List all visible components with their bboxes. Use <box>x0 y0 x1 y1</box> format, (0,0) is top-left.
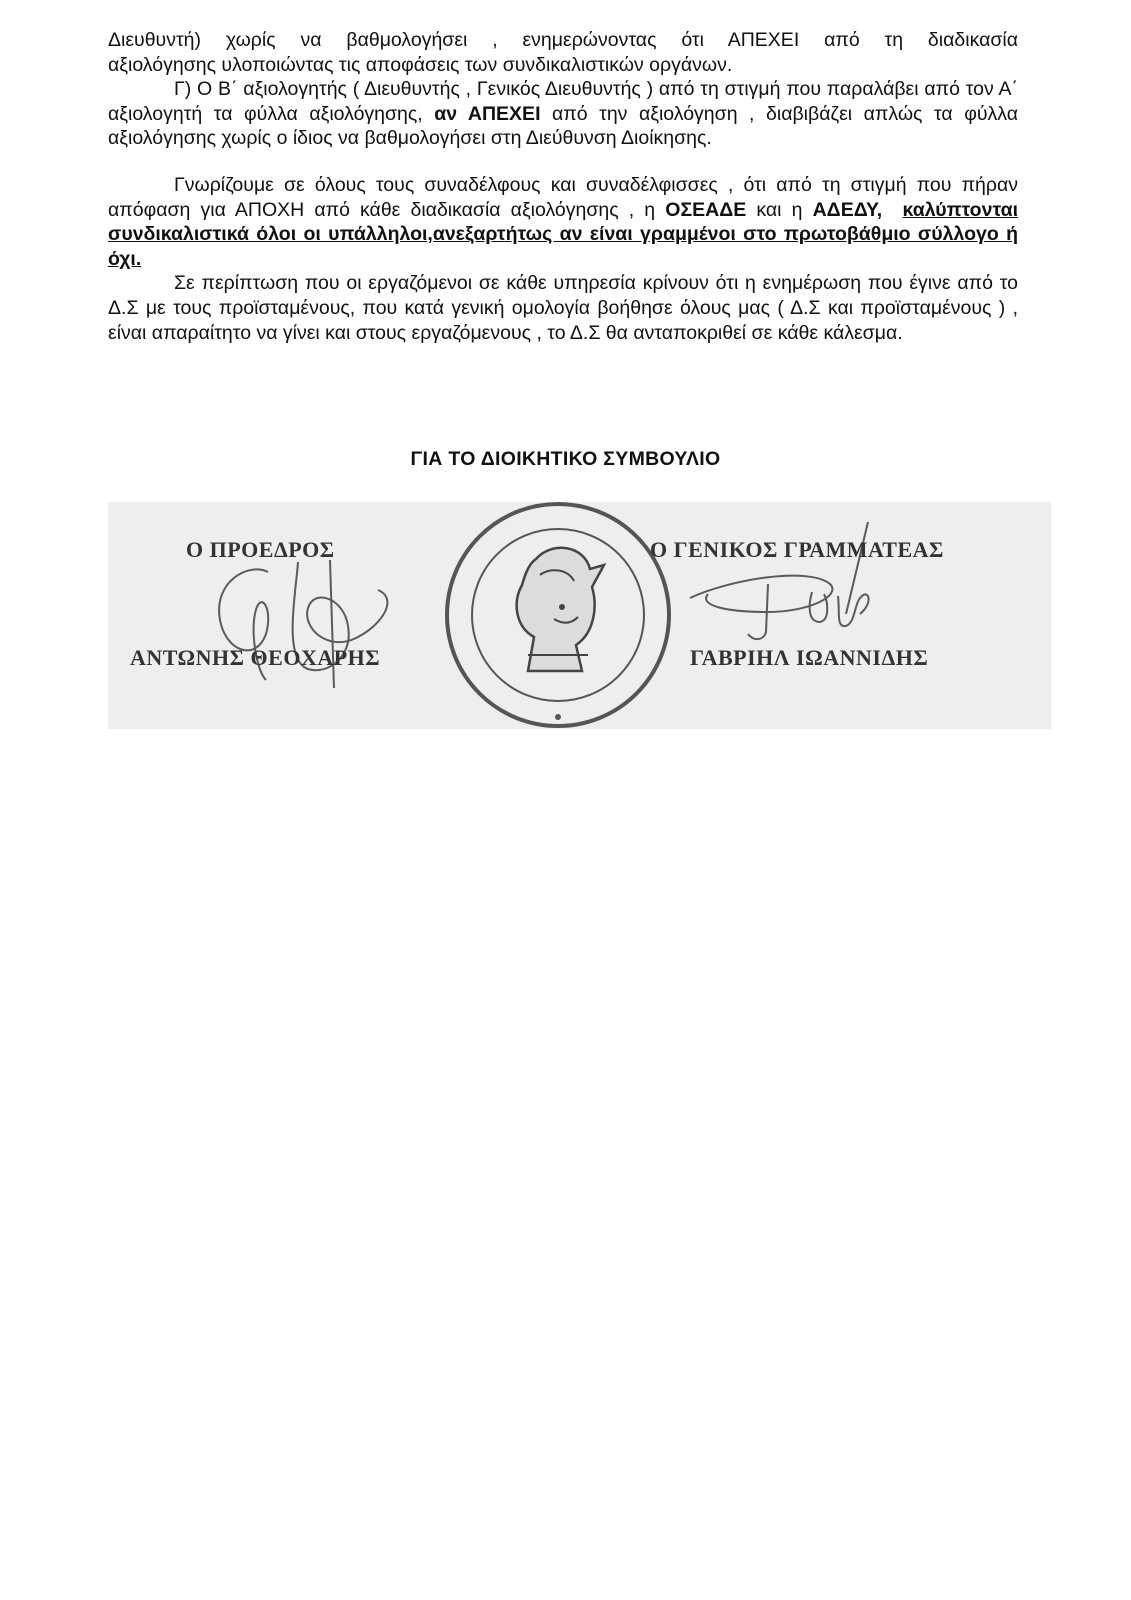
paragraph-3-space <box>882 199 902 221</box>
paragraph-1-line-1: Διευθυντή) χωρίς να βαθμολογήσει , ενημερώνοντας ότι ΑΠΕΧΕΙ από τη διαδικασία <box>108 29 1018 51</box>
paragraph-2-bold: αν ΑΠΕΧΕΙ <box>434 102 541 125</box>
president-name: ΑΝΤΩΝΗΣ ΘΕΟΧΑΡΗΣ <box>130 645 381 670</box>
seal-stamp-icon <box>447 504 669 726</box>
paragraph-1 <box>108 28 1018 53</box>
secretary-name: ΓΑΒΡΙΗΛ ΙΩΑΝΝΙΔΗΣ <box>690 645 929 670</box>
paragraph-spacer <box>108 151 1018 173</box>
paragraph-4 <box>108 271 1018 345</box>
paragraph-4-text: Σε περίπτωση που οι εργαζόμενοι σε κάθε υπηρεσία κρίνουν ότι η ενημέρωση που έγινε από το Δ.Σ με τους προϊσταμένους, που κατά γενική ομολογία βοήθησε όλους μας ( Δ.Σ και προϊσταμένους ) , είναι απαραίτητο να γίνει και στους εργαζόμενους , το Δ.Σ θα ανταποκριθεί σε κάθε κάλεσμα. <box>108 272 1018 344</box>
paragraph-3-underlined: καλύπτονται συνδικαλιστικά όλοι οι υπάλληλοι,ανεξαρτήτως αν είναι γραμμένοι στο πρωτοβάθμιο σύλλογο ή όχι. <box>108 198 1019 270</box>
paragraph-3-bold-adedy: ΑΔΕΔΥ, <box>812 198 883 221</box>
paragraph-1-end <box>108 53 1018 78</box>
paragraph-1-line-2: αξιολόγησης υλοποιώντας τις αποφάσεις των συνδικαλιστικών οργάνων. <box>108 53 733 76</box>
paragraph-3-bold-oseade: ΟΣΕΑΔΕ <box>665 198 747 221</box>
paragraph-3-text-mid: και η <box>746 198 813 221</box>
secretary-title: Ο ΓΕΝΙΚΟΣ ΓΡΑΜΜΑΤΕΑΣ <box>650 537 944 562</box>
paragraph-3-text-start: Γνωρίζουμε σε όλους τους συναδέλφους και συναδέλφισσες , ότι από τη στιγμή που πήραν απόφαση για ΑΠΟΧΗ από κάθε διαδικασία αξιολόγησης , η <box>108 173 1018 221</box>
paragraph-2 <box>108 77 1018 151</box>
paragraph-3 <box>108 173 1018 271</box>
president-title: Ο ΠΡΟΕΔΡΟΣ <box>186 537 335 562</box>
signature-block <box>108 502 1051 729</box>
board-heading: ΓΙΑ ΤΟ ΔΙΟΙΚΗΤΙΚΟ ΣΥΜΒΟΥΛΙΟ <box>410 448 721 470</box>
paragraph-2-text-start: Γ) Ο Β΄ αξιολογητής ( Διευθυντής , Γενικός Διευθυντής ) από τη στιγμή που παραλάβει από τον Α΄ αξιολογητή τα φύλλα αξιολόγησης, <box>108 78 1018 125</box>
letter-body <box>108 28 1018 345</box>
paragraph-2-text-end: από την αξιολόγηση , διαβιβάζει απλώς τα φύλλα αξιολόγησης χωρίς ο ίδιος να βαθμολογήσει στη Διεύθυνση Διοίκησης. <box>108 102 1018 150</box>
